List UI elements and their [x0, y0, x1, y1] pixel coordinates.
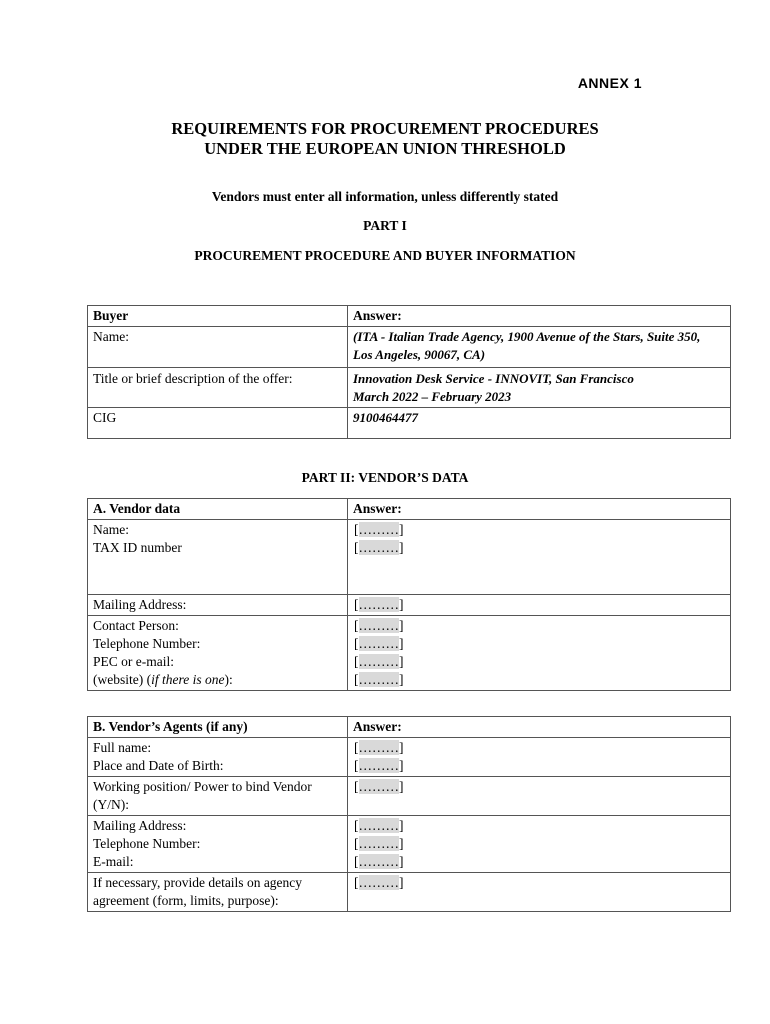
agent-phone-label: Telephone Number:: [93, 836, 201, 851]
agent-contact-answers: [348, 816, 731, 873]
working-line-2: (Y/N):: [93, 797, 129, 812]
buyer-name-label: Name:: [88, 327, 348, 368]
cig-value: 9100464477: [348, 408, 731, 439]
agency-line-2: agreement (form, limits, purpose):: [93, 893, 279, 908]
buyer-table: [87, 305, 731, 439]
telephone-field[interactable]: [………]: [354, 636, 404, 651]
buyer-name-value: [348, 327, 731, 368]
agent-email-field[interactable]: [………]: [354, 854, 404, 869]
website-field[interactable]: [………]: [354, 672, 404, 687]
vendor-tax-label: TAX ID number: [93, 540, 182, 555]
agents-header: B. Vendor’s Agents (if any): [88, 717, 348, 738]
agent-phone-field[interactable]: [………]: [354, 836, 404, 851]
agent-contact-labels: [88, 816, 348, 873]
full-name-label: Full name:: [93, 740, 152, 755]
website-label: (website) (if there is one):: [93, 672, 233, 687]
agents-answer-header: Answer:: [348, 717, 731, 738]
working-position-field[interactable]: [………]: [354, 779, 404, 794]
agent-mailing-label: Mailing Address:: [93, 818, 187, 833]
agency-details-field[interactable]: [………]: [354, 875, 404, 890]
birth-field[interactable]: [………]: [354, 758, 404, 773]
vendor-answer-header: Answer:: [348, 499, 731, 520]
annex-label: ANNEX 1: [577, 75, 642, 91]
vendor-contacts-labels: [88, 616, 348, 691]
agents-table: [87, 716, 731, 912]
cig-label: CIG: [88, 408, 348, 439]
part1-heading: PART I: [363, 218, 407, 233]
vendor-header: A. Vendor data: [88, 499, 348, 520]
vendor-mailing-field[interactable]: [………]: [354, 597, 404, 612]
part1-title: PROCUREMENT PROCEDURE AND BUYER INFORMATION: [194, 248, 576, 263]
agency-details-answer: [348, 873, 731, 912]
working-position-label: [88, 777, 348, 816]
title-line-1: REQUIREMENTS FOR PROCUREMENT PROCEDURES: [171, 119, 599, 138]
vendor-name-field[interactable]: [………]: [354, 522, 404, 537]
offer-label: Title or brief description of the offer:: [88, 368, 348, 408]
agent-mailing-field[interactable]: [………]: [354, 818, 404, 833]
vendor-mailing-answer: [348, 595, 731, 616]
birth-label: Place and Date of Birth:: [93, 758, 224, 773]
part2-title: PART II: VENDOR’S DATA: [301, 470, 469, 485]
offer-value: [348, 368, 731, 408]
vendor-contacts-answers: [348, 616, 731, 691]
vendor-mailing-label: Mailing Address:: [88, 595, 348, 616]
contact-person-label: Contact Person:: [93, 618, 179, 633]
buyer-header: Buyer: [88, 306, 348, 327]
title-line-2: UNDER THE EUROPEAN UNION THRESHOLD: [204, 139, 566, 158]
pec-email-label: PEC or e-mail:: [93, 654, 174, 669]
buyer-answer-header: Answer:: [348, 306, 731, 327]
subtitle: Vendors must enter all information, unless differently stated: [211, 189, 559, 204]
vendor-tax-field[interactable]: [………]: [354, 540, 404, 555]
offer-line-1: Innovation Desk Service - INNOVIT, San Francisco: [353, 371, 634, 386]
buyer-name-line-1: (ITA - Italian Trade Agency, 1900 Avenue of the Stars, Suite 350,: [353, 329, 701, 344]
buyer-name-line-2: Los Angeles, 90067, CA): [353, 347, 486, 362]
agency-line-1: If necessary, provide details on agency: [93, 875, 303, 890]
pec-email-field[interactable]: [………]: [354, 654, 404, 669]
vendor-name-label: Name:: [93, 522, 129, 537]
agent-identity-answers: [348, 738, 731, 777]
agent-email-label: E-mail:: [93, 854, 134, 869]
vendor-name-tax-answers: [348, 520, 731, 595]
contact-person-field[interactable]: [………]: [354, 618, 404, 633]
full-name-field[interactable]: [………]: [354, 740, 404, 755]
vendor-name-tax: [88, 520, 348, 595]
working-position-answer: [348, 777, 731, 816]
vendor-table: [87, 498, 731, 691]
offer-line-2: March 2022 – February 2023: [353, 389, 512, 404]
telephone-label: Telephone Number:: [93, 636, 201, 651]
agent-identity-labels: [88, 738, 348, 777]
document-title: [0, 119, 770, 159]
agency-details-label: [88, 873, 348, 912]
working-line-1: Working position/ Power to bind Vendor: [93, 779, 312, 794]
